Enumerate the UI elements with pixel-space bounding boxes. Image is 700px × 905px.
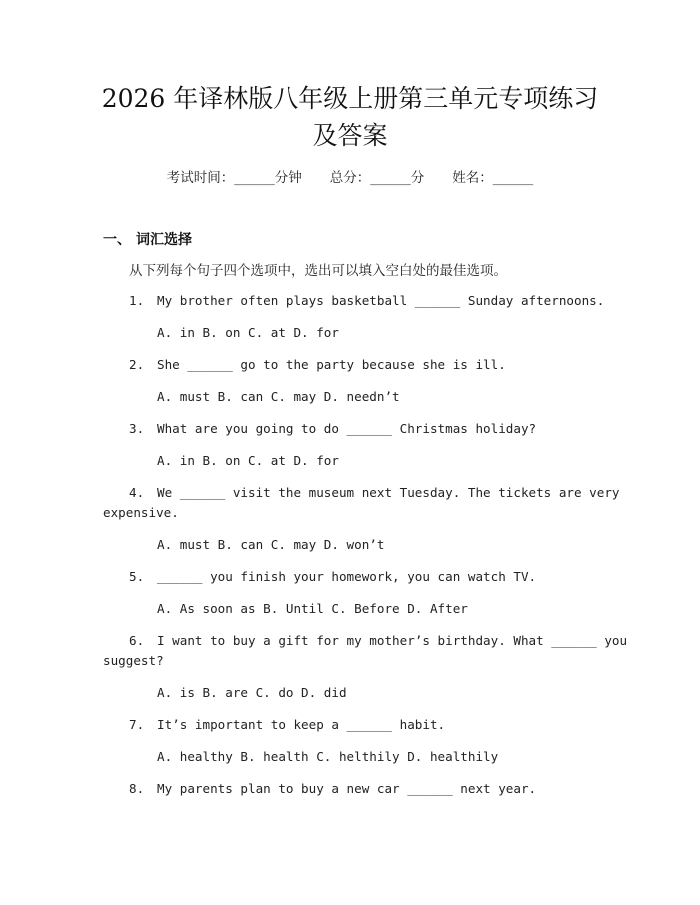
section-instruction: 从下列每个句子四个选项中，选出可以填入空白处的最佳选项。 (129, 263, 507, 279)
question-options: A. healthy B. health C. helthily D. healthily (157, 749, 499, 764)
question-text-continued: suggest? (103, 653, 164, 668)
question-number: 8. (129, 781, 145, 796)
question (129, 633, 627, 648)
question-options: A. As soon as B. Until C. Before D. After (157, 601, 468, 616)
question-number: 3. (129, 421, 145, 436)
exam-time: 考试时间：______分钟 (166, 170, 302, 186)
question (129, 421, 536, 436)
question-options: A. must B. can C. may D. won’t (157, 537, 385, 552)
question-options: A. in B. on C. at D. for (157, 325, 339, 340)
question (129, 781, 536, 796)
question-number: 4. (129, 485, 145, 500)
question-text: We ______ visit the museum next Tuesday. The tickets are very (157, 485, 620, 500)
question-number: 1. (129, 293, 145, 308)
question (129, 569, 536, 584)
section-number: 一、 (103, 232, 131, 248)
title-line-2: 及答案 (312, 121, 388, 150)
question-text-continued: expensive. (103, 505, 179, 520)
question-options: A. is B. are C. do D. did (157, 685, 347, 700)
question-text: What are you going to do ______ Christmas holiday? (157, 421, 537, 436)
question-options: A. in B. on C. at D. for (157, 453, 339, 468)
question-text: She ______ go to the party because she is ill. (157, 357, 506, 372)
question (129, 293, 604, 308)
question-number: 2. (129, 357, 145, 372)
question-text: My parents plan to buy a new car ______ next year. (157, 781, 537, 796)
question (129, 485, 620, 500)
question-number: 6. (129, 633, 145, 648)
section-title: 词汇选择 (136, 232, 192, 248)
question (129, 357, 506, 372)
page-title (60, 80, 640, 154)
question-text: My brother often plays basketball ______ Sunday afternoons. (157, 293, 605, 308)
question-number: 5. (129, 569, 145, 584)
question-number: 7. (129, 717, 145, 732)
student-name: 姓名：______ (452, 170, 534, 186)
question-text: I want to buy a gift for my mother’s birthday. What ______ you (157, 633, 628, 648)
title-line-1: 2026 年译林版八年级上册第三单元专项练习 (101, 84, 599, 113)
question (129, 717, 445, 732)
section-heading (103, 229, 192, 249)
question-text: It’s important to keep a ______ habit. (157, 717, 446, 732)
exam-info (0, 168, 700, 188)
question-text: ______ you finish your homework, you can watch TV. (157, 569, 537, 584)
question-options: A. must B. can C. may D. needn’t (157, 389, 400, 404)
exam-total-score: 总分：______分 (329, 170, 425, 186)
